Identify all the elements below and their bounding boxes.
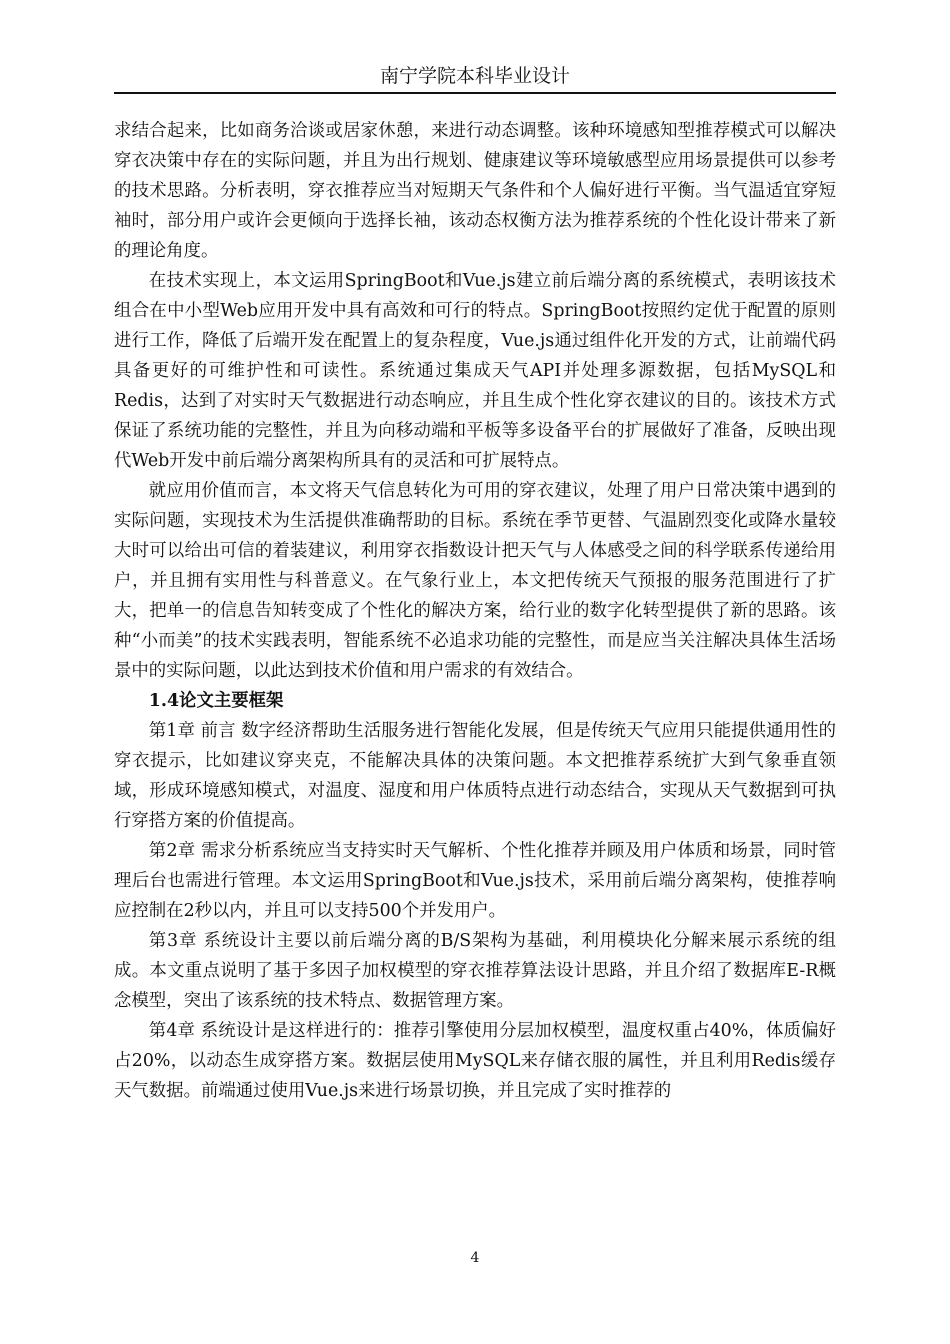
paragraph-chapter-4: 第4章 系统设计是这样进行的：推荐引擎使用分层加权模型，温度权重占40%，体质偏好占20%，以动态生成穿搭方案。数据层使用MySQL来存储衣服的属性，并且利用Redis缓存天气数据。前端通过使用Vue.js来进行场景切换，并且完成了实时推荐的 xyxy=(114,1021,836,1101)
page-number: 4 xyxy=(470,1250,480,1266)
running-header: 南宁学院本科毕业设计 xyxy=(379,65,570,87)
paragraph-chapter-1: 第1章 前言 数字经济帮助生活服务进行智能化发展，但是传统天气应用只能提供通用性的穿衣提示，比如建议穿夹克，不能解决具体的决策问题。本文把推荐系统扩大到气象垂直领域，形成环境感知模式，对温度、湿度和用户体质特点进行动态结合，实现从天气数据到可执行穿搭方案的价值提高。 xyxy=(114,721,836,831)
page-body xyxy=(114,116,836,1106)
paragraph-tech-implementation: 在技术实现上，本文运用SpringBoot和Vue.js建立前后端分离的系统模式，表明该技术组合在中小型Web应用开发中具有高效和可行的特点。SpringBoot按照约定优于配置的原则进行工作，降低了后端开发在配置上的复杂程度，Vue.js通过组件化开发的方式，让前端代码具备更好的可维护性和可读性。系统通过集成天气API并处理多源数据，包括MySQL和Redis，达到了对实时天气数据进行动态响应，并且生成个性化穿衣建议的目的。该技术方式保证了系统功能的完整性，并且为向移动端和平板等多设备平台的扩展做好了准备，反映出现代Web开发中前后端分离架构所具有的灵活和可扩展特点。 xyxy=(114,271,836,471)
paragraph-continuation: 求结合起来，比如商务洽谈或居家休憩，来进行动态调整。该种环境感知型推荐模式可以解决穿衣决策中存在的实际问题，并且为出行规划、健康建议等环境敏感型应用场景提供可以参考的技术思路。分析表明，穿衣推荐应当对短期天气条件和个人偏好进行平衡。当气温适宜穿短袖时，部分用户或许会更倾向于选择长袖，该动态权衡方法为推荐系统的个性化设计带来了新的理论角度。 xyxy=(114,121,836,261)
paragraph-chapter-3: 第3章 系统设计主要以前后端分离的B/S架构为基础，利用模块化分解来展示系统的组成。本文重点说明了基于多因子加权模型的穿衣推荐算法设计思路，并且介绍了数据库E-R概念模型，突出了该系统的技术特点、数据管理方案。 xyxy=(114,931,836,1011)
paragraph-application-value: 就应用价值而言，本文将天气信息转化为可用的穿衣建议，处理了用户日常决策中遇到的实际问题，实现技术为生活提供准确帮助的目标。系统在季节更替、气温剧烈变化或降水量较大时可以给出可信的着装建议，利用穿衣指数设计把天气与人体感受之间的科学联系传递给用户，并且拥有实用性与科普意义。在气象行业上，本文把传统天气预报的服务范围进行了扩大，把单一的信息告知转变成了个性化的解决方案，给行业的数字化转型提供了新的思路。该种“小而美”的技术实践表明，智能系统不必追求功能的完整性，而是应当关注解决具体生活场景中的实际问题，以此达到技术价值和用户需求的有效结合。 xyxy=(114,481,836,681)
section-heading: 1.4论文主要框架 xyxy=(148,691,284,711)
header-rule xyxy=(114,92,836,94)
paragraph-chapter-2: 第2章 需求分析系统应当支持实时天气解析、个性化推荐并顾及用户体质和场景，同时管理后台也需进行管理。本文运用SpringBoot和Vue.js技术，采用前后端分离架构，使推荐响应控制在2秒以内，并且可以支持500个并发用户。 xyxy=(114,841,836,921)
